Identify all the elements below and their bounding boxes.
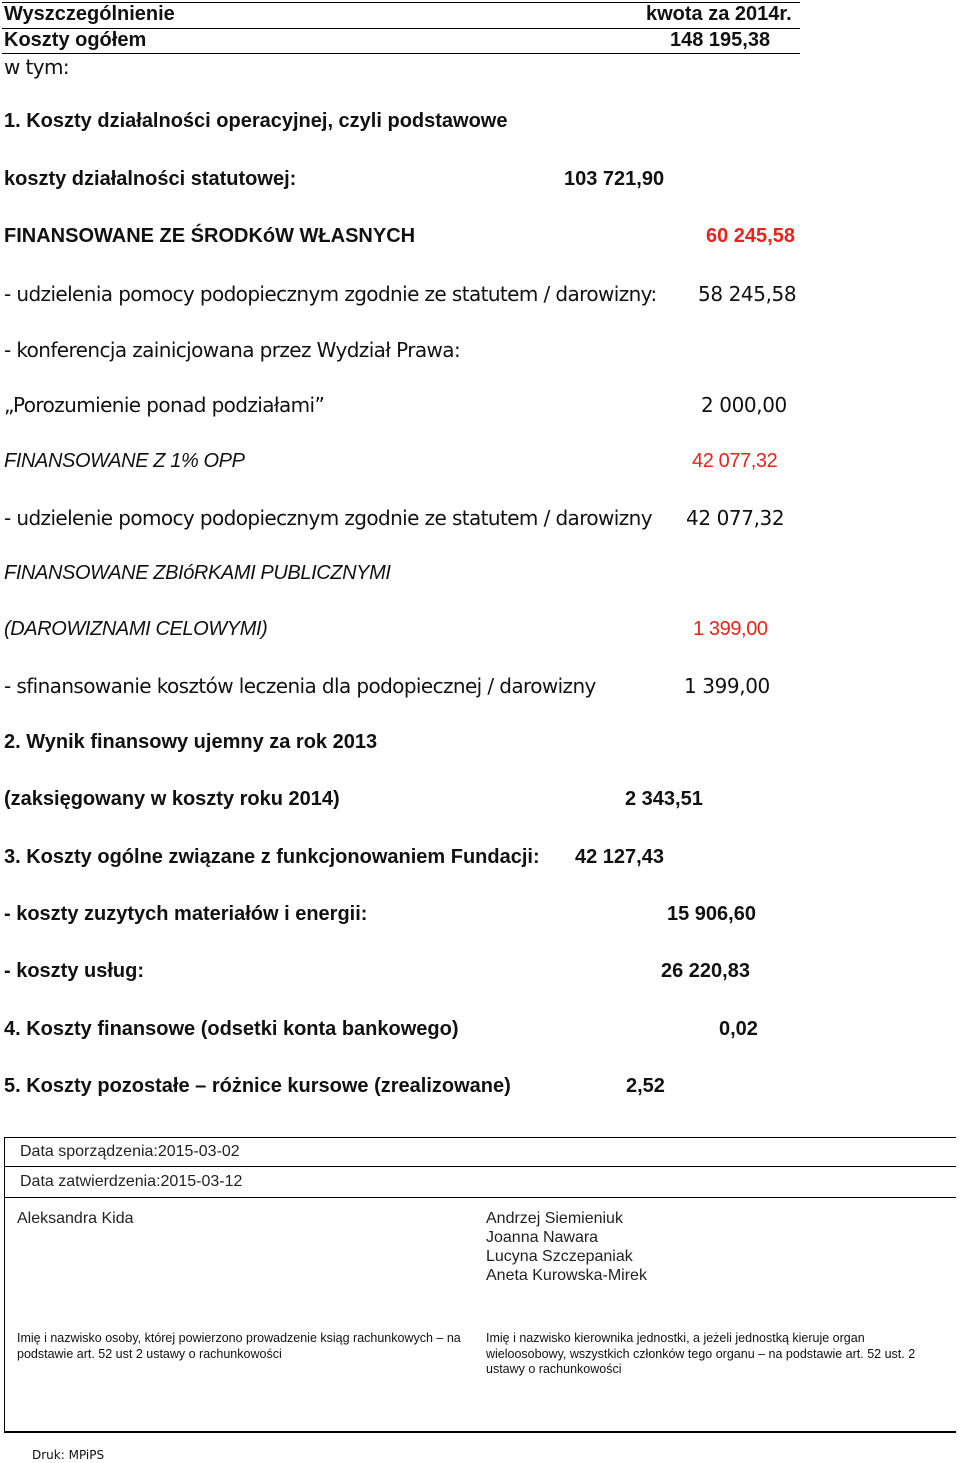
total-label: Koszty ogółem [4,29,147,51]
section2-value: 2 343,51 [625,788,703,810]
accountant-name: Aleksandra Kida [17,1210,134,1227]
public-item-value: 1 399,00 [684,674,770,698]
section2-title: 2. Wynik finansowy ujemny za rok 2013 [4,731,378,753]
section4-value: 0,02 [719,1018,758,1040]
w-tym-label: w tym: [4,55,70,79]
materials-energy-value: 15 906,60 [667,903,756,925]
opp-item-value: 42 077,32 [686,506,785,530]
date-approved: Data zatwierdzenia:2015-03-12 [20,1173,243,1190]
statutory-costs-label: koszty działalności statutowej: [4,168,297,190]
own-funds-value: 60 245,58 [706,225,795,247]
services-label: - koszty usług: [4,960,145,982]
own-item-assistance-value: 58 245,58 [698,282,797,306]
own-funds-label: FINANSOWANE ZE ŚRODKóW WŁASNYCH [4,225,416,247]
own-item-event-value: 2 000,00 [701,393,787,417]
manager-name: Joanna Nawara [486,1229,599,1246]
opp-value: 42 077,32 [692,450,778,472]
column-header-amount: kwota za 2014r. [646,3,792,25]
manager-name: Aneta Kurowska-Mirek [486,1267,647,1284]
own-item-assistance-label: - udzielenia pomocy podopiecznym zgodnie ze statutem / darowizny: [4,282,657,306]
column-header-item: Wyszczególnienie [4,3,175,25]
public-collections-label: FINANSOWANE ZBIóRKAMI PUBLICZNYMI [4,562,391,584]
date-prepared: Data sporządzenia:2015-03-02 [20,1143,240,1160]
public-collections-sublabel: (DAROWIZNAMI CELOWYMI) [4,618,268,640]
materials-energy-label: - koszty zuzytych materiałów i energii: [4,903,368,925]
manager-name: Lucyna Szczepaniak [486,1248,633,1265]
public-collections-value: 1 399,00 [693,618,768,640]
statutory-costs-value: 103 721,90 [564,168,665,190]
section3-value: 42 127,43 [575,846,664,868]
manager-name: Andrzej Siemieniuk [486,1210,623,1227]
opp-item-label: - udzielenie pomocy podopiecznym zgodnie ze statutem / darowizny [4,506,652,530]
section5-value: 2,52 [626,1075,665,1097]
section2-sublabel: (zaksięgowany w koszty roku 2014) [4,788,340,810]
print-label: Druk: MPiPS [32,1448,105,1462]
total-value: 148 195,38 [670,29,771,51]
accountant-caption: Imię i nazwisko osoby, której powierzono prowadzenie ksiąg rachunkowych – na podstawie art. 52 ust 2 ustawy o rachunkowości [17,1331,461,1361]
names-divider [4,1197,956,1198]
date-divider [4,1166,956,1167]
own-item-event-label: „Porozumienie ponad podziałami” [4,393,325,417]
section4-title: 4. Koszty finansowe (odsetki konta bankowego) [4,1018,459,1040]
total-bottom-rule [2,53,800,54]
opp-label: FINANSOWANE Z 1% OPP [4,450,245,472]
section5-title: 5. Koszty pozostałe – różnice kursowe (zrealizowane) [4,1075,511,1097]
section3-title: 3. Koszty ogólne związane z funkcjonowaniem Fundacji: [4,846,540,868]
managers-caption: Imię i nazwisko kierownika jednostki, a jeżeli jednostką kieruje organ wieloosobowy, wszystkich członków tego organu – na podstawie art. 52 ust. 2 ustawy o rachunkowości [486,1331,916,1376]
own-item-conference-label: - konferencja zainicjowana przez Wydział Prawa: [4,338,461,362]
section1-title: 1. Koszty działalności operacyjnej, czyli podstawowe [4,110,508,132]
public-item-label: - sfinansowanie kosztów leczenia dla podopiecznej / darowizny [4,674,596,698]
services-value: 26 220,83 [661,960,750,982]
